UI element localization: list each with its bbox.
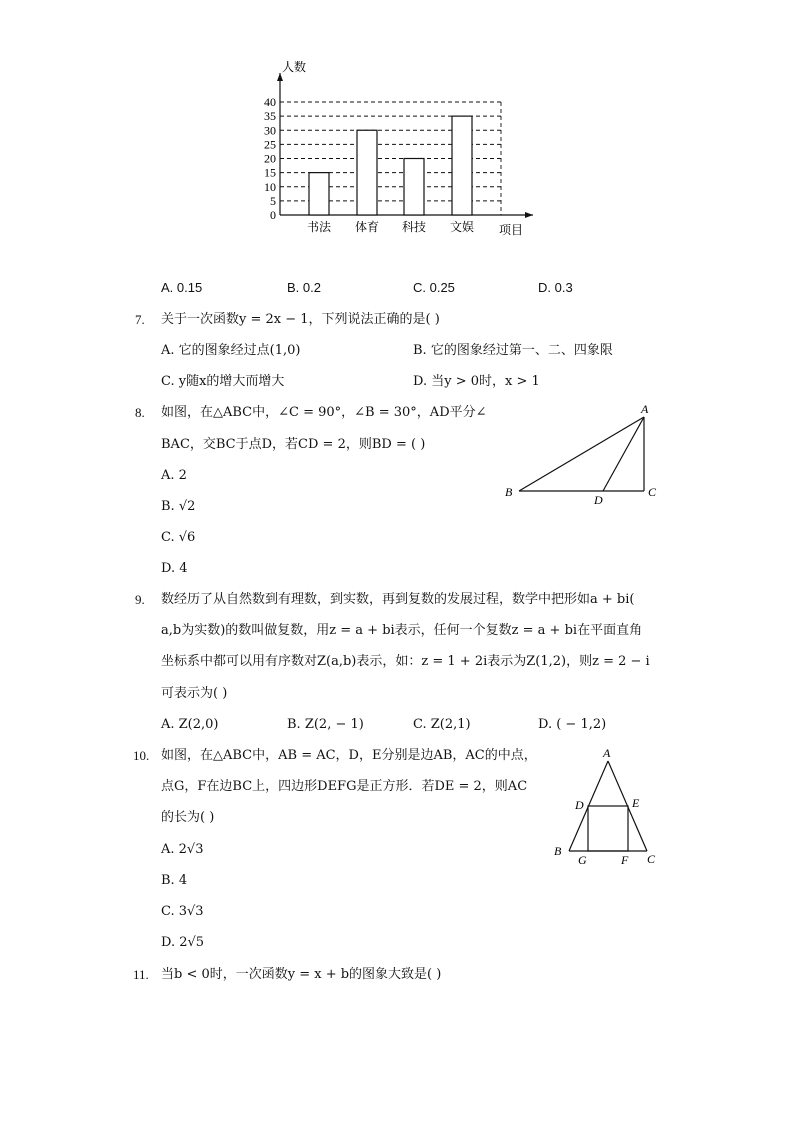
q10-stem-line1: 如图，在△ABC中，AB = AC，D，E分别是边AB，AC的中点，	[161, 748, 537, 763]
bar	[309, 173, 329, 215]
q10-number: 10.	[133, 748, 150, 763]
y-tick-label: 30	[264, 123, 276, 138]
q10-option-d: D. 2√5	[161, 935, 205, 950]
x-axis-arrow	[525, 212, 533, 218]
q7-option-a: A. 它的图象经过点(1,0)	[161, 343, 301, 358]
q11-number: 11.	[133, 967, 149, 982]
q9-option-b: B. Z(2, − 1)	[287, 717, 364, 732]
q9-number: 9.	[135, 592, 145, 607]
q8-number: 8.	[135, 405, 145, 420]
q7-number: 7.	[135, 312, 145, 327]
q8-triangle-figure	[500, 400, 670, 510]
q9-option-c: C. Z(2,1)	[413, 717, 471, 732]
q10-stem-line3: 的长为( )	[161, 810, 215, 825]
q10-option-b: B. 4	[161, 873, 188, 888]
y-tick-label: 25	[264, 137, 276, 152]
q8-option-c: C. √6	[161, 530, 196, 545]
bar-chart	[250, 55, 550, 245]
category-label: 体育	[354, 220, 380, 234]
q11-stem: 当b < 0时，一次函数y = x + b的图象大致是( )	[161, 967, 442, 982]
q7-stem: 关于一次函数y = 2x − 1，下列说法正确的是( )	[161, 312, 440, 327]
q10-label-b: B	[554, 844, 562, 858]
q10-label-d: D	[575, 798, 584, 812]
q7-option-c: C. y随x的增大而增大	[161, 374, 285, 389]
bar	[452, 116, 472, 215]
y-tick-label: 0	[270, 208, 276, 222]
q6-option-a: A. 0.15	[161, 280, 203, 295]
q8-option-d: D. 4	[161, 561, 188, 576]
q10-option-c: C. 3√3	[161, 904, 204, 919]
q10-label-e: E	[632, 796, 640, 810]
y-tick-label: 10	[264, 179, 276, 194]
q8-label-b: B	[505, 485, 513, 499]
q8-option-b: B. √2	[161, 499, 196, 514]
q10-label-a: A	[603, 746, 611, 760]
y-tick-label: 15	[264, 165, 276, 180]
q7-option-d: D. 当y > 0时，x > 1	[413, 374, 540, 389]
q9-stem-line1: 数经历了从自然数到有理数，到实数，再到复数的发展过程，数学中把形如a + bi(	[161, 592, 635, 607]
q10-label-f: F	[621, 853, 629, 867]
q8-label-c: C	[648, 485, 657, 499]
category-label: 书法	[306, 220, 332, 234]
bar	[404, 159, 424, 216]
q10-triangle-square-figure	[550, 745, 670, 870]
y-axis-label: 人数	[282, 60, 307, 74]
category-label: 文娱	[449, 220, 475, 234]
q10-stem-line2: 点G，F在边BC上，四边形DEFG是正方形．若DE = 2，则AC	[161, 779, 528, 794]
q10-label-c: C	[647, 852, 656, 866]
y-tick-label: 35	[264, 109, 276, 124]
q9-stem-line4: 可表示为( )	[161, 686, 228, 701]
bar	[357, 130, 377, 215]
y-tick-label: 5	[270, 193, 276, 208]
q10-label-g: G	[578, 853, 587, 867]
y-tick-label: 40	[264, 95, 276, 109]
q8-stem-line2: BAC，交BC于点D，若CD = 2，则BD = ( )	[161, 437, 426, 452]
q8-stem-line1: 如图，在△ABC中，∠C = 90°，∠B = 30°，AD平分∠	[161, 405, 487, 420]
q9-stem-line3: 坐标系中都可以用有序数对Z(a,b)表示，如：z = 1 + 2i表示为Z(1,2)，则z = 2 − i	[161, 654, 650, 669]
category-label: 科技	[401, 220, 427, 234]
q6-option-c: C. 0.25	[413, 280, 455, 295]
x-axis-label: 项目	[499, 223, 524, 237]
q8-label-a: A	[641, 402, 649, 416]
q6-option-d: D. 0.3	[538, 280, 573, 295]
q8-option-a: A. 2	[161, 468, 187, 483]
q7-option-b: B. 它的图象经过第一、二、四象限	[413, 343, 613, 358]
q9-option-d: D. ( − 1,2)	[538, 717, 607, 732]
q8-label-d: D	[594, 493, 603, 507]
q9-stem-line2: a,b为实数)的数叫做复数，用z = a + bi表示，任何一个复数z = a + bi在平面直角	[161, 623, 643, 638]
q6-option-b: B. 0.2	[287, 280, 321, 295]
q10-option-a: A. 2√3	[161, 842, 204, 857]
y-tick-label: 20	[264, 151, 276, 166]
q9-option-a: A. Z(2,0)	[161, 717, 219, 732]
y-axis-arrow	[277, 73, 283, 81]
